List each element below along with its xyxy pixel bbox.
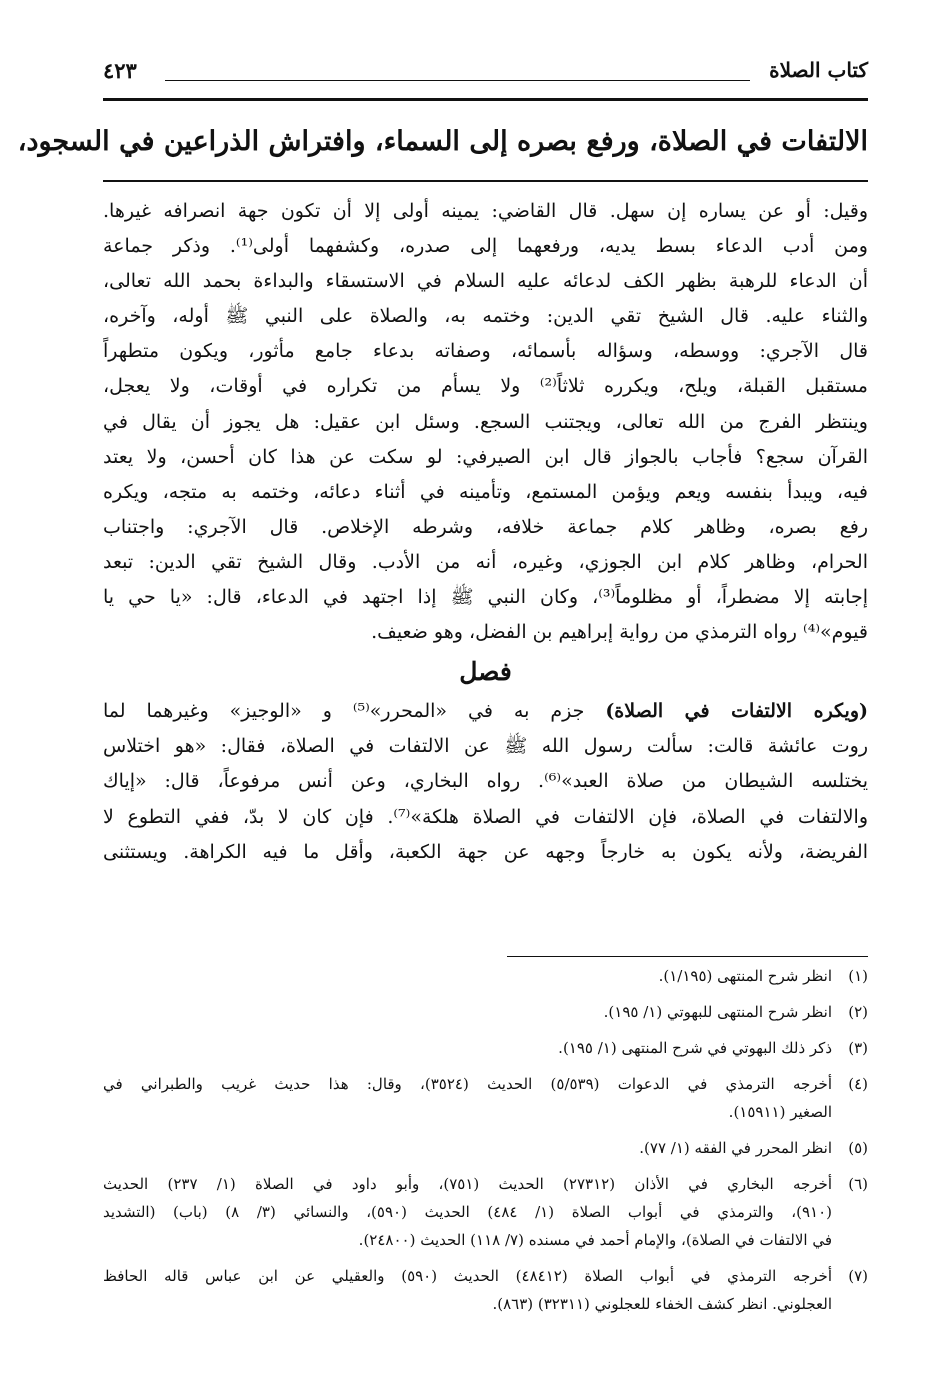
text-line (103, 694, 868, 729)
footnote (103, 962, 868, 990)
footnote-text (103, 1070, 832, 1126)
text-line: والالتفات في الصلاة، فإن الالتفات في الصلاة هلكة»⁽⁷⁾. فإن كان لا بدّ، ففي التطوع لا (103, 805, 868, 828)
paragraph-2 (103, 694, 868, 869)
footnote-line: انظر المحرر في الفقه (١/ ٧٧). (639, 1139, 832, 1157)
footnote-line: انظر شرح المنتهى (١/١٩٥). (658, 967, 832, 985)
footnote (103, 1262, 868, 1318)
footnote-text (103, 962, 832, 990)
text-run: جزم به في «المحرر»⁽⁵⁾ و «الوجيز» وغيرهما لما (103, 700, 606, 723)
footnote-line: انظر شرح المنتهى للبهوتي (١/ ١٩٥). (603, 1003, 832, 1021)
footnote (103, 1134, 868, 1162)
footnotes (103, 962, 868, 1326)
footnote-line: ذكر ذلك البهوتي في شرح المنتهى (١/ ١٩٥). (558, 1039, 832, 1057)
title-divider (103, 180, 868, 182)
footnote-number: (٦) (848, 1175, 868, 1193)
footnote-number: (٧) (848, 1267, 868, 1285)
footnote-text (103, 1170, 832, 1254)
text-line: قيوم»⁽⁴⁾ رواه الترمذي من رواية إبراهيم بن الفضل، وهو ضعيف. (371, 621, 868, 644)
footnote-line: الصغير (١٥٩١١). (728, 1103, 832, 1121)
footnote-text (103, 1034, 832, 1062)
footnote (103, 1170, 868, 1254)
text-line: والثناء عليه. قال الشيخ تقي الدين: وختمه به، والصلاة على النبي ﷺ أوله، وآخره، (103, 305, 868, 328)
text-line: مستقبل القبلة، ويلح، ويكرره ثلاثاً⁽²⁾ ولا يسأم من تكراره في أوقات، ولا يعجل، (103, 375, 868, 398)
text-line: قال الآجري: ووسطه، وسؤاله بأسمائه، وصفاته بدعاء جامع مأثور، ويكون متطهراً (103, 340, 868, 363)
footnote-divider (507, 956, 868, 957)
footnote (103, 1034, 868, 1062)
text-line: يختلسه الشيطان من صلاة العبد»⁽⁶⁾. رواه البخاري، وعن أنس مرفوعاً، قال: «إياك (103, 770, 868, 793)
text-line: فيه، ويبدأ بنفسه ويعم ويؤمن المستمع، وتأمينه في أثناء دعائه، وختمه به متجه، ويكره (103, 480, 868, 503)
footnote-number: (٣) (848, 1039, 868, 1057)
section-heading: فصل (459, 657, 512, 687)
text-line: ومن أدب الدعاء بسط يديه، ورفعهما إلى صدره، وكشفهما أولى⁽¹⁾. وذكر جماعة (103, 235, 868, 258)
bold-lead: (ويكره الالتفات في الصلاة) (605, 700, 868, 723)
footnote (103, 1070, 868, 1126)
text-line: وقيل: أو عن يساره إن سهل. قال القاضي: يمينه أولى إلا أن تكون جهة انصرافه غيرها. (103, 200, 868, 222)
text-line: القرآن سجع؟ فأجاب بالجواز قال ابن الصيرفي: لو سكت عن هذا كان أحسن، ولا يعتد (103, 445, 868, 468)
text-line: الحرام، وظاهر كلام ابن الجوزي، وغيره، أنه من الأدب. وقال الشيخ تقي الدين: تبعد (103, 550, 868, 573)
text-line: روت عائشة قالت: سألت رسول الله ﷺ عن الالتفات في الصلاة، فقال: «هو اختلاس (103, 735, 868, 758)
footnote-line: أخرجه البخاري في الأذان (٢٧٣١٢) الحديث (٧٥١)، وأبو داود في الصلاة (١/ ٢٣٧) الحديث (103, 1175, 832, 1193)
footnote-number: (٥) (848, 1139, 868, 1157)
text-line: إجابته إلا مضطراً، أو مظلوماً⁽³⁾، وكان النبي ﷺ إذا اجتهد في الدعاء، قال: «يا حي يا (103, 586, 868, 609)
page-number: ٤٢٣ (103, 58, 137, 83)
header-rule (165, 80, 750, 81)
text-line: رفع بصره، وظاهر كلام جماعة خلافه، وشرطه الإخلاص. قال الآجري: واجتناب (103, 515, 868, 538)
chapter-title: الالتفات في الصلاة، ورفع بصره إلى السماء، وافتراش الذراعين في السجود، (17, 126, 868, 157)
main-text (103, 194, 868, 870)
footnote-text (103, 1134, 832, 1162)
footnote-number: (١) (848, 967, 868, 985)
footnote-number: (٤) (848, 1075, 868, 1093)
text-line: وينتظر الفرج من الله تعالى، ويجتنب السجع. وسئل ابن عقيل: هل يجوز أن يقال في (103, 410, 868, 433)
running-header (103, 58, 868, 101)
footnote-text (103, 1262, 832, 1318)
footnote-line: أخرجه الترمذي في الدعوات (٥/٥٣٩) الحديث (٣٥٢٤)، وقال: هذا حديث غريب والطبراني في (103, 1075, 832, 1093)
footnote (103, 998, 868, 1026)
text-line: الفريضة، ولأنه يكون به خارجاً وجهه عن جهة الكعبة، وأقل ما فيه الكراهة. ويستثنى (103, 840, 868, 863)
footnote-line: (٩١٠)، والترمذي في أبواب الصلاة (١/ ٤٨٤) الحديث (٥٩٠)، والنسائي (٣/ ٨) (باب) (التشديد (103, 1203, 832, 1221)
paragraph-1 (103, 194, 868, 650)
footnote-number: (٢) (848, 1003, 868, 1021)
footnote-line: في الالتفات في الصلاة)، والإمام أحمد في مسنده (٧/ ١١٨) الحديث (٢٤٨٠٠). (358, 1231, 832, 1249)
text-line: أن الدعاء للرهبة بظهر الكف لدعائه عليه السلام في الاستسقاء والبداءة بحمد الله تعالى، (103, 270, 868, 293)
book-title: كتاب الصلاة (769, 58, 868, 82)
footnote-line: أخرجه الترمذي في أبواب الصلاة (٤٨٤١٢) الحديث (٥٩٠) والعقيلي عن ابن عباس قاله الحافظ (103, 1267, 832, 1285)
footnote-text (103, 998, 832, 1026)
footnote-line: العجلوني. انظر كشف الخفاء للعجلوني (٣٢٣١١) (٨٦٣). (492, 1295, 832, 1313)
